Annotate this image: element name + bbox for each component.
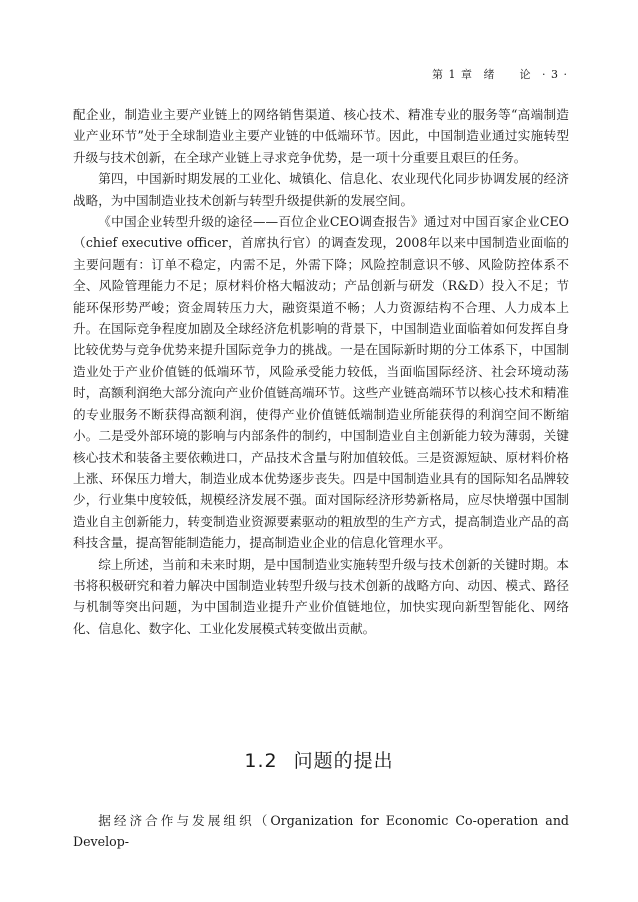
running-header <box>426 66 568 82</box>
chapter-title: 绪 论 <box>483 68 532 81</box>
paragraph-ceo-survey: 《中国企业转型升级的途径——百位企业CEO调查报告》通过对中国百家企业CEO（chief executive officer，首席执行官）的调查发现，2008年以来中国制造业面临的主要问题有：订单不稳定，内需不足，外需下降；风险控制意识不够、风险防控体系不全、风险管理能力不足；原材料价格大幅波动；产品创新与研发（R&D）投入不足；节能环保形势严峻；资金周转压力大，融资渠道不畅；人力资源结构不合理、人力成本上升。在国际竞争程度加剧及全球经济危机影响的背景下，中国制造业面临着如何发挥自身比较优势与竞争优势来提升国际竞争力的挑战。一是在国际新时期的分工体系下，中国制造业处于产业价值链的低端环节，风险承受能力较低，当面临国际经济、社会环境动荡时，高额利润绝大部分流向产业价值链高端环节。这些产业链高端环节以核心技术和精准的专业服务不断获得高额利润，使得产业价值链低端制造业所能获得的利润空间不断缩小。二是受外部环境的影响与内部条件的制约，中国制造业自主创新能力较为薄弱，关键核心技术和装备主要依赖进口，产品技术含量与附加值较低。三是资源短缺、原材料价格上涨、环保压力增大，制造业成本优势逐步丧失。四是中国制造业具有的国际知名品牌较少，行业集中度较低，规模经济发展不强。面对国际经济形势新格局，应尽快增强中国制造业自主创新能力，转变制造业资源要素驱动的粗放型的生产方式，提高制造业产品的高科技含量，提高智能制造能力，提高制造业企业的信息化管理水平。 <box>73 214 569 551</box>
paragraph-oecd: 据经济合作与发展组织（Organization for Economic Co-operation and Develop- <box>73 813 569 850</box>
section-number: 1.2 <box>244 750 278 772</box>
page-number: · 3 · <box>542 68 568 81</box>
paragraph-continued: 配企业，制造业主要产业链上的网络销售渠道、核心技术、精准专业的服务等“高端制造业产业环节”处于全球制造业主要产业链的中低端环节。因此，中国制造业通过实施转型升级与技术创新，在全球产业链上寻求竞争优势，是一项十分重要且艰巨的任务。 <box>73 107 569 165</box>
paragraph-summary: 综上所述，当前和未来时期，是中国制造业实施转型升级与技术创新的关键时期。本书将积极研究和着力解决中国制造业转型升级与技术创新的战略方向、动因、模式、路径与机制等突出问题，为中国制造业提升产业价值链地位，加快实现向新型智能化、网络化、信息化、数字化、工业化发展模式转变做出贡献。 <box>73 556 569 636</box>
section-title: 问题的提出 <box>293 750 394 772</box>
section-heading <box>0 746 638 773</box>
paragraph-fourth-point: 第四，中国新时期发展的工业化、城镇化、信息化、农业现代化同步协调发展的经济战略，为中国制造业技术创新与转型升级提供新的发展空间。 <box>73 171 569 208</box>
body-text <box>73 104 569 639</box>
chapter-label: 第 1 章 <box>432 68 473 81</box>
